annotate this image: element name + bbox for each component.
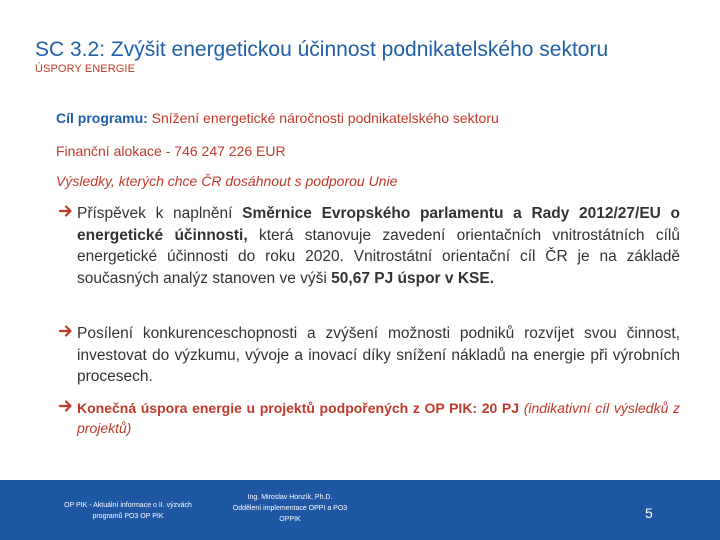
footer-center-line: OPPIK <box>279 516 301 523</box>
arrow-right-icon <box>58 398 74 414</box>
bullet-item <box>58 323 680 388</box>
final-savings-note: (indikativní cíl výsledků z projektů) <box>77 400 680 436</box>
program-goal-label: Cíl programu: <box>56 110 148 126</box>
final-savings: Konečná úspora energie u projektů podpořených z OP PIK: 20 PJ <box>77 400 520 416</box>
directive-name: Směrnice Evropského parlamentu a Rady 2012/27/EU o energetické účinnosti, <box>77 205 680 244</box>
bullet-item <box>58 203 680 289</box>
savings-target: 50,67 PJ úspor v KSE. <box>331 269 494 287</box>
footer-left-line: programů PO3 OP PIK <box>92 513 164 520</box>
page-subtitle: ÚSPORY ENERGIE <box>35 63 136 75</box>
page-title: SC 3.2: Zvýšit energetickou účinnost podnikatelského sektoru <box>35 38 609 61</box>
results-label: Výsledky, kterých chce ČR dosáhnout s podporou Unie <box>56 173 398 189</box>
footer-center-line: Ing. Miroslav Honzík, Ph.D. <box>247 494 333 501</box>
financial-allocation: Finanční alokace - 746 247 226 EUR <box>56 143 286 159</box>
bullet-text <box>77 398 680 438</box>
bullet-text: Posílení konkurenceschopnosti a zvýšení možnosti podniků rozvíjet svou činnost, investovat do výzkumu, vývoje a inovací díky snížení nákladů na energie při výrobních procesech. <box>77 325 680 385</box>
footer-author <box>215 492 365 525</box>
page-number: 5 <box>645 505 653 521</box>
footer <box>0 480 720 540</box>
arrow-right-icon <box>58 323 74 339</box>
bullet-text <box>77 203 680 289</box>
program-goal-text: Snížení energetické náročnosti podnikatelského sektoru <box>151 110 499 126</box>
bullet-text-mid: která stanovuje zavedení orientačních vnitrostátních cílů energetické účinnosti do roku 2020. Vnitrostátní orientační cíl ČR je na základě současných analýz stanoven ve výši <box>77 226 680 287</box>
footer-left-line: OP PIK - Aktuální informace o II. výzvách <box>64 502 192 509</box>
footer-center-line: Oddělení implementace OPPI a PO3 <box>232 505 348 512</box>
arrow-right-icon <box>58 203 74 219</box>
footer-presentation-info <box>38 500 218 522</box>
program-goal <box>56 110 499 126</box>
bullet-item <box>58 398 680 438</box>
bullet-text-pre: Příspěvek k naplnění <box>77 205 243 222</box>
